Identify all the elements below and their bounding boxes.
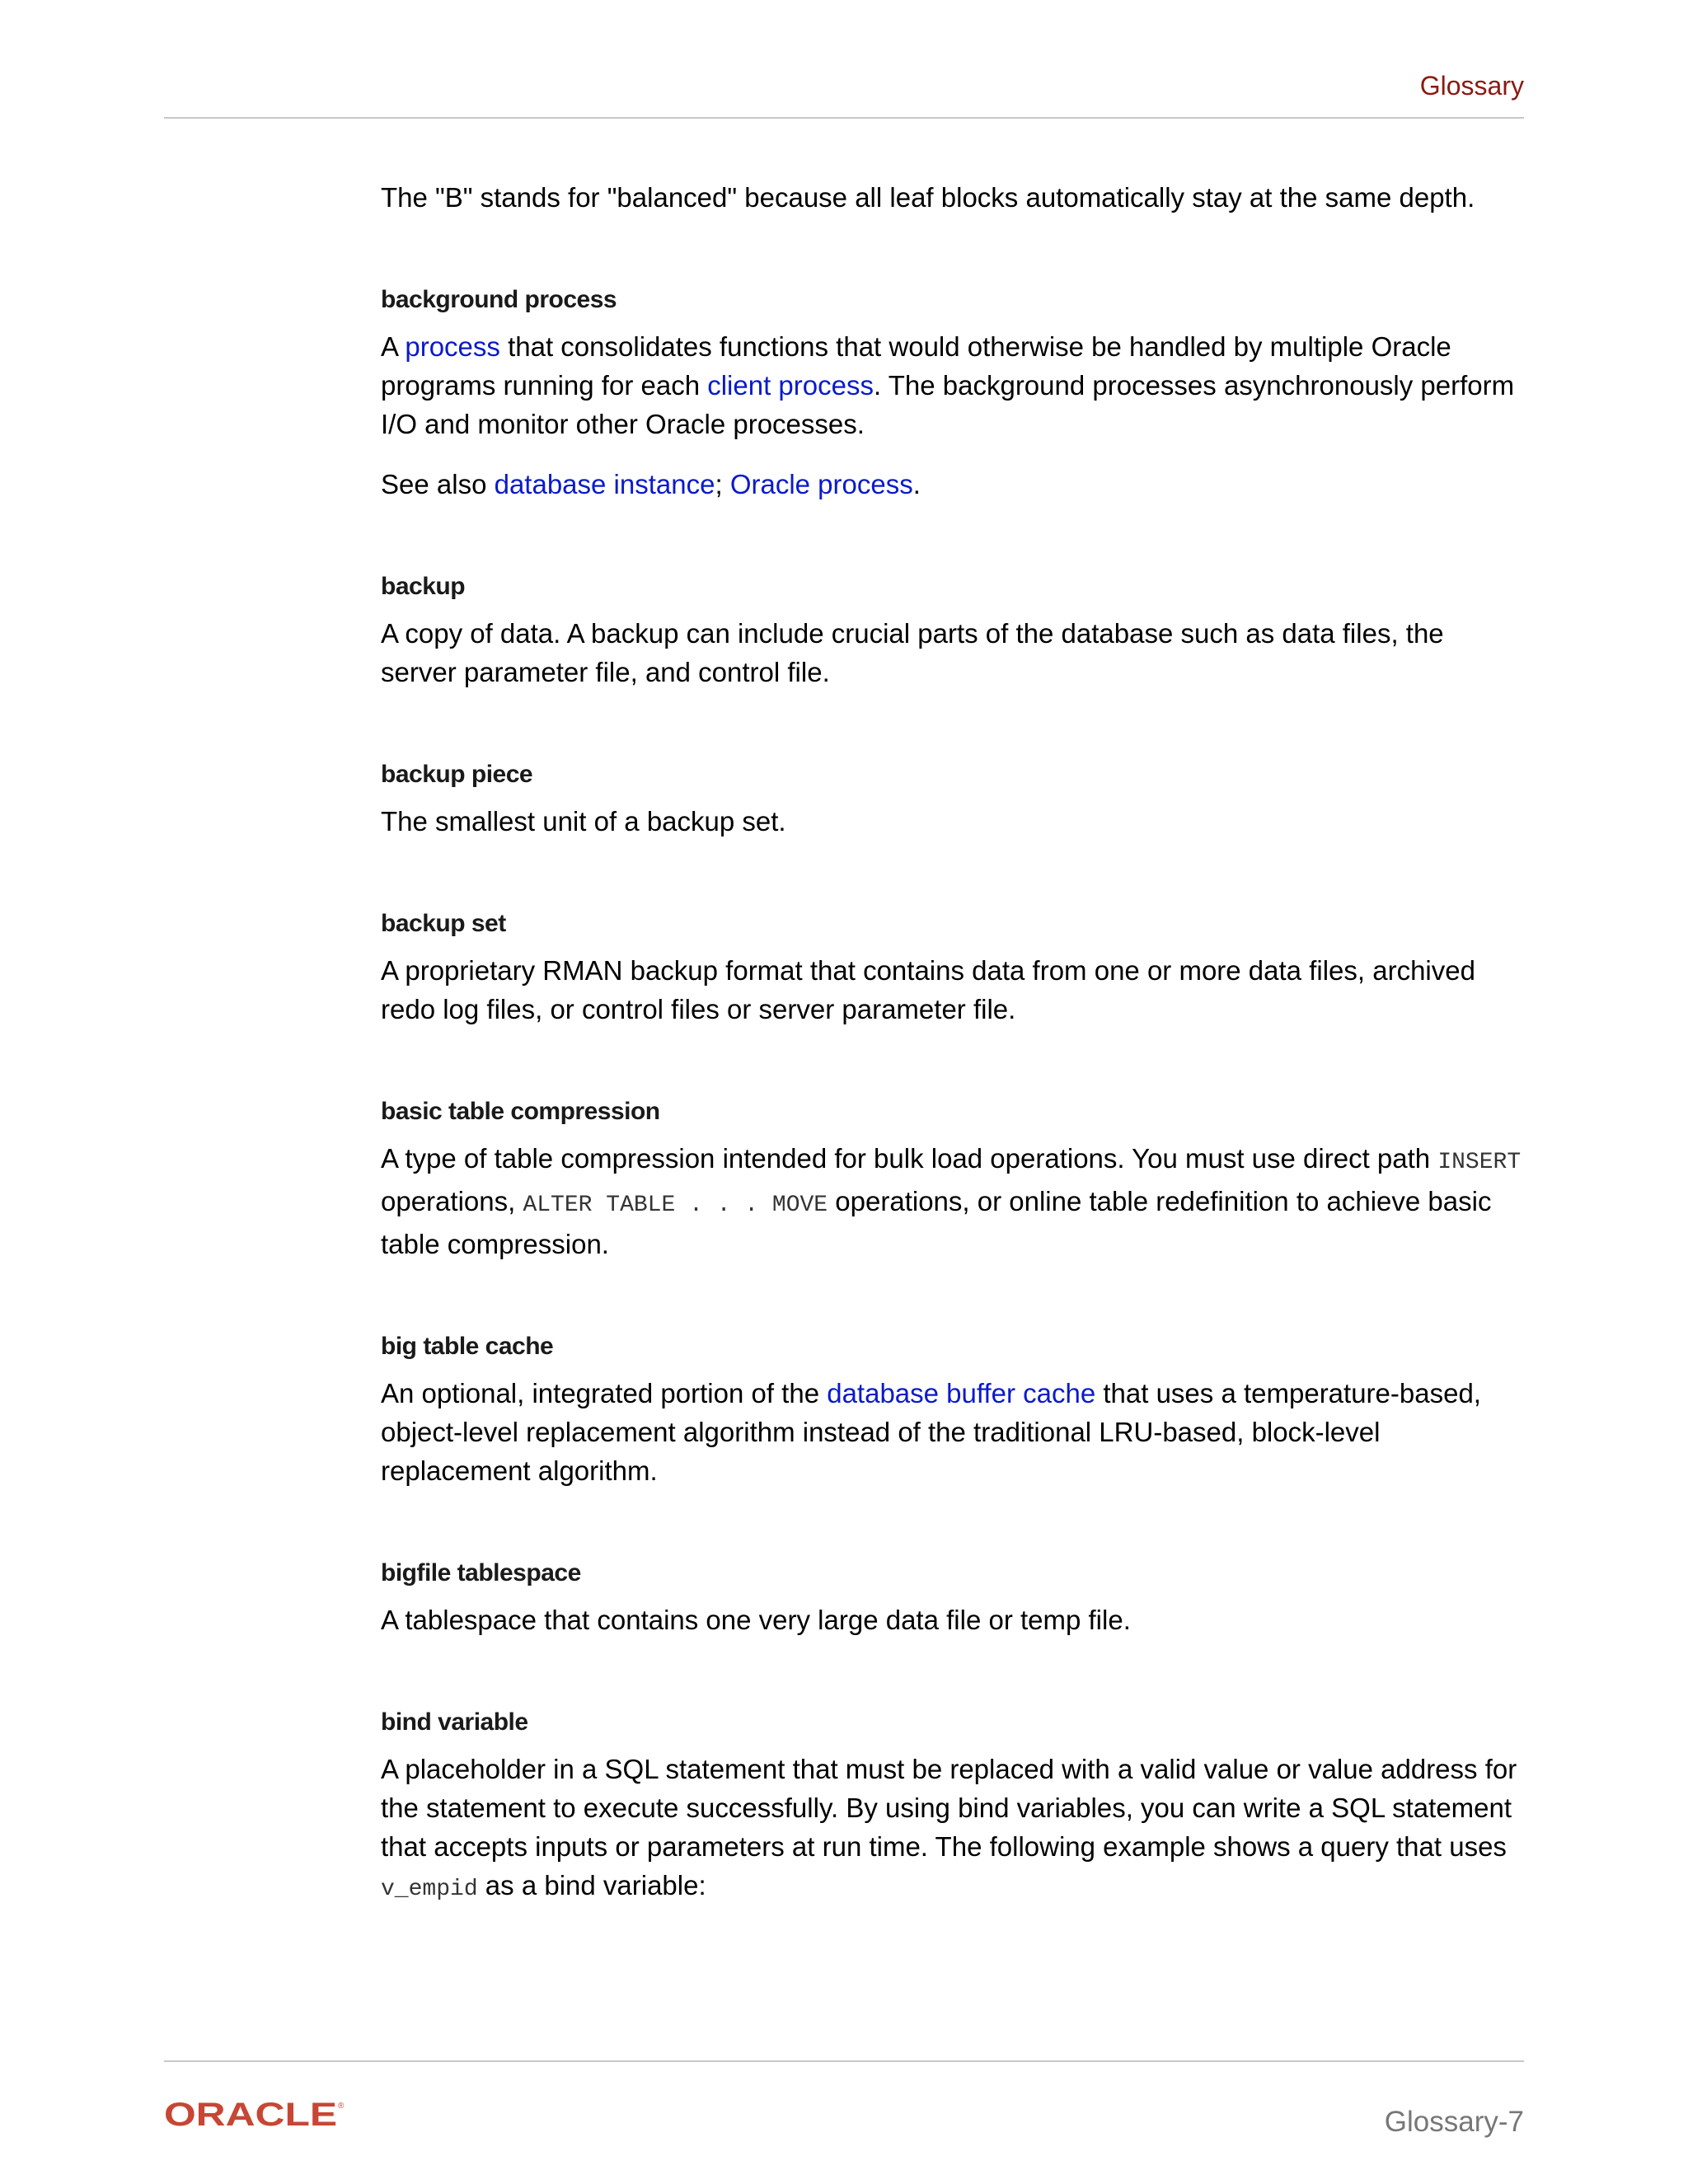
term-heading: basic table compression [381,1098,660,1125]
page-number: Glossary-7 [1384,2106,1524,2138]
definition [381,1139,1526,1263]
definition: A tablespace that contains one very large data file or temp file. [381,1605,1131,1635]
term-heading: backup piece [381,761,533,788]
intro-paragraph: The "B" stands for "balanced" because all leaf blocks automatically stay at the same depth. [381,182,1475,213]
text: that uses a temperature-based, object-level replacement algorithm instead of the traditional LRU-based, block-level replacement algorithm. [381,1378,1481,1486]
text: An optional, integrated portion of the [381,1378,828,1408]
header-divider [164,117,1524,119]
link-database-instance[interactable]: database instance [494,469,715,499]
term-heading: backup set [381,910,506,937]
text: A type of table compression intended for bulk load operations. You must use direct path [381,1143,1438,1174]
link-database-buffer-cache[interactable]: database buffer cache [827,1378,1096,1408]
glossary-content [381,178,1526,1909]
entry-backup [381,573,1526,691]
text: A placeholder in a SQL statement that must be replaced with a valid value or value address for the statement to execute successfully. By using bind variables, you can write a SQL statement that accepts inputs or parameters at run time. The following example shows a query that uses [381,1754,1517,1862]
text: . [912,469,921,499]
running-header: Glossary [1419,71,1524,101]
svg-text:®: ® [338,2102,345,2111]
term-heading: big table cache [381,1333,554,1360]
text: . The background processes asynchronously perform I/O and monitor other Oracle processes. [381,370,1515,439]
code-v-empid: v_empid [381,1877,478,1902]
definition [381,327,1526,443]
oracle-logo-text: ORACLE [164,2100,337,2128]
link-process[interactable]: process [405,331,500,362]
link-client-process[interactable]: client process [707,370,874,401]
text: as a bind variable: [477,1870,706,1900]
term-heading: backup [381,573,466,600]
link-oracle-process[interactable]: Oracle process [729,469,913,499]
text: that consolidates functions that would otherwise be handled by multiple Oracle programs running for each [381,331,1451,401]
entry-basic-table-compression [381,1098,1526,1263]
term-heading: bind variable [381,1708,528,1736]
code-alter-table-move: ALTER TABLE . . . MOVE [523,1193,828,1218]
entry-backup-set [381,910,1526,1029]
definition: A proprietary RMAN backup format that contains data from one or more data files, archived redo log files, or control files or server parameter file. [381,955,1475,1024]
definition [381,1750,1526,1909]
term-heading: background process [381,286,617,313]
definition: A copy of data. A backup can include crucial parts of the database such as data files, the server parameter file, and control file. [381,618,1444,687]
entry-background-process [381,286,1526,504]
text: ; [715,469,730,499]
text: operations, [381,1186,523,1216]
entry-bigfile-tablespace [381,1559,1526,1639]
text: A [381,331,406,362]
definition [381,1374,1526,1490]
entry-big-table-cache [381,1333,1526,1490]
term-heading: bigfile tablespace [381,1559,581,1586]
entry-backup-piece [381,761,1526,841]
code-insert: INSERT [1437,1150,1522,1175]
definition: The smallest unit of a backup set. [381,806,786,837]
text: operations, or online table redefinition to achieve basic table compression. [381,1186,1492,1259]
text: See also [381,469,495,499]
entry-bind-variable [381,1708,1526,1909]
footer-divider [164,2060,1524,2062]
see-also [381,465,1526,504]
oracle-logo [164,2100,345,2128]
